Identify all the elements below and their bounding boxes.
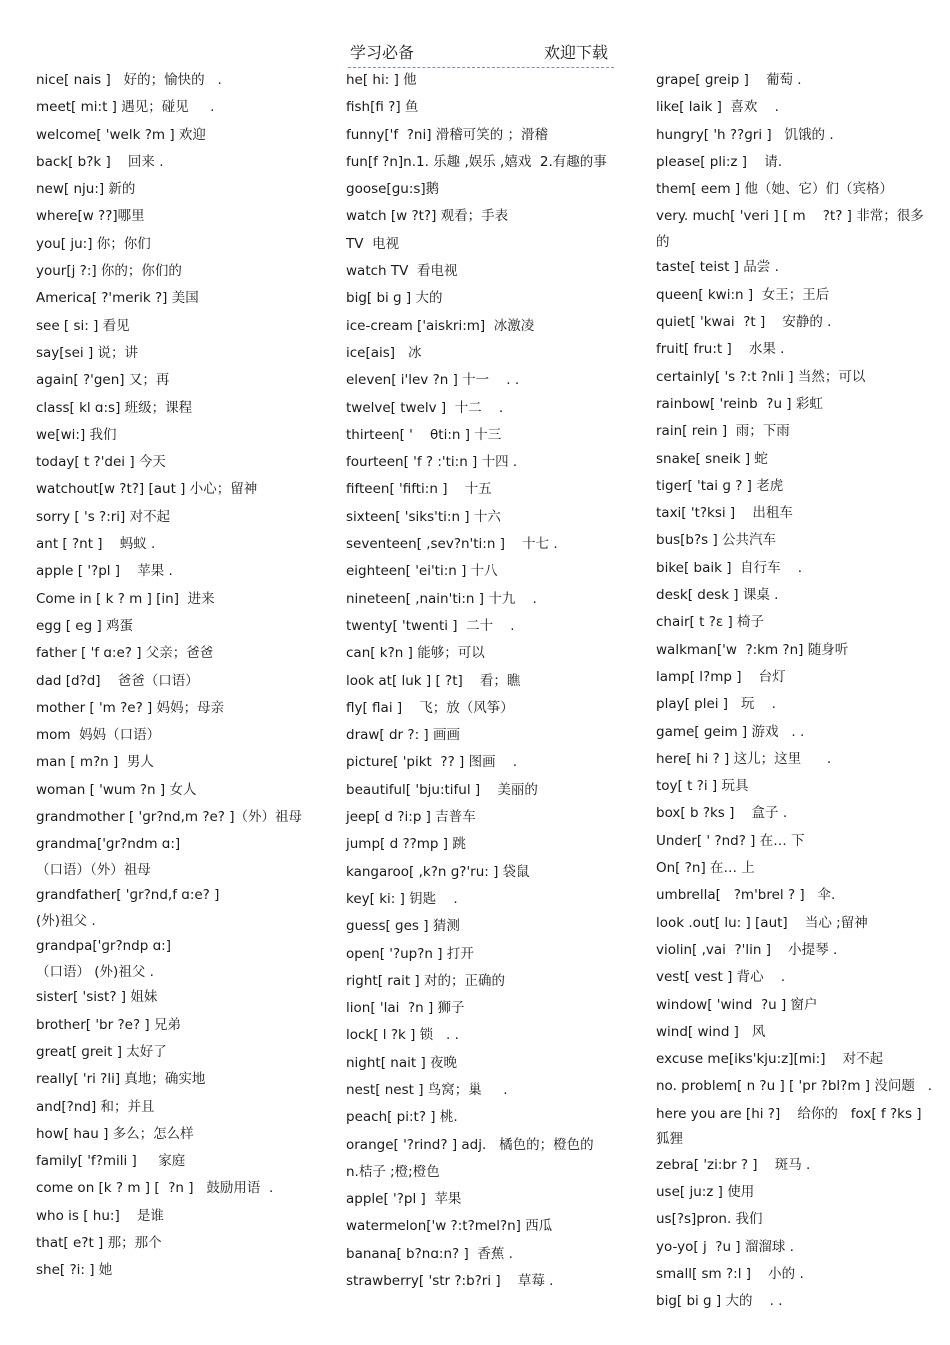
vocab-entry: fruit[ fru:t ] 水果 . [656, 341, 785, 358]
vocab-entry: nice[ nais ] 好的；愉快的 . [36, 72, 222, 88]
vocab-entry: rain[ rein ] 雨；下雨 [656, 423, 790, 440]
vocab-entry: grandma['ɡr?ndm ɑ:] （口语）（外）祖母 [36, 836, 181, 878]
vocab-entry: we[wi:] 我们 [36, 426, 117, 443]
vocab-entry: open[ '?up?n ] 打开 [346, 945, 474, 962]
vocab-entry: back[ b?k ] 回来 . [36, 153, 164, 170]
vocab-entry: certainly[ 's ?:t ?nli ] 当然；可以 [656, 368, 866, 385]
vocab-entry: fly[ flai ] 飞；放（风筝） [346, 699, 514, 716]
vocab-entry: them[ eem ] 他（她、它）们（宾格） [656, 181, 893, 198]
vocab-entry: snake[ sneik ] 蛇 [656, 450, 768, 467]
vocab-entry: who is [ hu:] 是谁 [36, 1207, 164, 1224]
vocab-entry: please[ pli:z ] 请. [656, 153, 783, 170]
vocab-entry: excuse me[iks'kju:z][mi:] 对不起 [656, 1051, 884, 1068]
vocab-entry: brother[ 'br ?e? ] 兄弟 [36, 1016, 181, 1033]
header-right-text: 欢迎下载 [543, 43, 608, 62]
vocab-entry: seventeen[ ,sev?n'ti:n ] 十七 . [346, 536, 558, 553]
vocab-entry: dad [d?d] 爸爸（口语） [36, 672, 199, 689]
vocab-entry: jump[ d ??mp ] 跳 [346, 836, 466, 853]
vocab-entry: picture[ 'pikt ?? ] 图画 . [346, 754, 518, 771]
vocab-entry: violin[ ,vai ?'lin ] 小提琴 . [656, 941, 838, 958]
vocab-entry: watchout[w ?t?] [aut ] 小心；留神 [36, 481, 258, 498]
vocab-entry: fifteen[ 'fifti:n ] 十五 [346, 481, 492, 498]
vocab-entry: lock[ l ?k ] 锁 . . [346, 1027, 459, 1044]
vocab-entry: n.桔子 ;橙;橙色 [346, 1163, 440, 1180]
vocab-entry: family[ 'f?mili ] 家庭 [36, 1153, 186, 1170]
vocab-entry: taste[ teist ] 品尝 . [656, 259, 779, 276]
vocab-entry: Under[ ' ?nd? ] 在… 下 [656, 832, 805, 849]
vocab-entry: yo-yo[ j ?u ] 溜溜球 . [656, 1238, 794, 1255]
vocab-entry: play[ plei ] 玩 . [656, 696, 776, 713]
vocab-entry: twenty[ 'twenti ] 二十 . [346, 617, 515, 634]
vocab-entry: banana[ b?nɑ:n? ] 香蕉 . [346, 1245, 513, 1262]
vocab-entry: you[ ju:] 你；你们 [36, 235, 151, 252]
vocab-entry: nest[ nest ] 鸟窝；巢 . [346, 1081, 508, 1098]
vocab-entry: like[ laik ] 喜欢 . [656, 99, 779, 116]
header-left-text: 学习必备 [350, 43, 415, 62]
vocab-entry: come on [k ? m ] [ ?n ] 鼓励用语 . [36, 1180, 274, 1197]
vocab-entry: watch [w ?t?] 观看；手表 [346, 208, 509, 225]
vocab-entry: guess[ ɡes ] 猜测 [346, 918, 460, 935]
vocab-entry: window[ 'wind ?u ] 窗户 [656, 996, 818, 1013]
vocab-entry: where[w ??]哪里 [36, 208, 145, 225]
vocab-entry: sister[ 'sist? ] 姐妹 [36, 989, 158, 1006]
page-header [348, 42, 614, 68]
vocab-entry: orange[ '?rind? ] adj. 橘色的；橙色的 [346, 1136, 594, 1153]
vocab-entry: Come in [ k ? m ] [in] 进来 [36, 590, 215, 607]
vocab-entry: look .out[ lu: ] [aut] 当心 ;留神 [656, 914, 868, 931]
vocab-entry: funny['f ?ni] 滑稽可笑的 ；滑稽 [346, 126, 549, 143]
vocab-entry: fun[f ?n]n.1. 乐趣 ,娱乐 ,嬉戏 2.有趣的事 [346, 153, 607, 170]
vocab-entry: right[ rait ] 对的；正确的 [346, 972, 505, 989]
vocab-entry: how[ hau ] 多么；怎么样 [36, 1125, 194, 1142]
vocab-entry: again[ ?'gen] 又；再 [36, 372, 170, 389]
vocab-entry: bus[b?s ] 公共汽车 [656, 532, 777, 549]
vocab-entry: umbrella[ ?m'brel ? ] 伞. [656, 887, 836, 904]
vocab-entry: class[ kl ɑ:s] 班级；课程 [36, 399, 193, 416]
vocab-entry: really[ 'ri ?li] 真地；确实地 [36, 1071, 206, 1088]
vocab-entry: welcome[ 'welk ?m ] 欢迎 [36, 126, 206, 143]
vocab-entry: watch TV 看电视 [346, 263, 458, 280]
vocab-entry: big[ bi ɡ ] 大的 . . [656, 1293, 783, 1310]
vocab-entry: here you are [hi ?] 给你的 fox[ f ?ks ] 狐狸 [656, 1105, 926, 1148]
vocab-entry: wind[ wind ] 风 [656, 1023, 766, 1040]
vocab-entry: big[ bi ɡ ] 大的 [346, 290, 443, 307]
vocab-entry: new[ nju:] 新的 [36, 181, 136, 198]
vocab-entry: strawberry[ 'str ?:b?ri ] 草莓 . [346, 1273, 554, 1290]
vocab-entry: can[ k?n ] 能够；可以 [346, 645, 485, 662]
vocab-entry: see [ si: ] 看见 [36, 317, 130, 334]
vocab-entry: ice-cream ['aiskri:m] 冰激凌 [346, 317, 535, 334]
vocab-entry: sorry [ 's ?:ri] 对不起 [36, 508, 171, 525]
vocab-entry: walkman['w ?:km ?n] 随身听 [656, 641, 849, 658]
vocab-entry: today[ t ?'dei ] 今天 [36, 454, 166, 471]
vocab-entry: draw[ dr ?: ] 画画 [346, 727, 460, 744]
vocab-entry: night[ nait ] 夜晚 [346, 1054, 458, 1071]
vocab-entry: grandmother [ 'ɡr?nd,m ?e? ]（外）祖母 [36, 809, 303, 826]
vocab-column-2 [346, 68, 621, 1296]
vocab-entry: eleven[ i'lev ?n ] 十一 . . [346, 372, 520, 389]
vocab-entry: bike[ baik ] 自行车 . [656, 559, 803, 576]
vocab-entry: TV 电视 [346, 235, 400, 252]
vocab-entry: that[ e?t ] 那；那个 [36, 1234, 162, 1251]
vocab-entry: lamp[ l?mp ] 台灯 [656, 668, 786, 685]
vocab-entry: beautiful[ 'bju:tiful ] 美丽的 [346, 781, 538, 798]
vocab-entry: egg [ eg ] 鸡蛋 [36, 617, 134, 634]
vocab-entry: chair[ t ?ɛ ] 椅子 [656, 614, 765, 631]
vocab-entry: man [ m?n ] 男人 [36, 754, 154, 771]
vocab-entry: jeep[ d ?i:p ] 吉普车 [346, 809, 476, 826]
vocab-entry: she[ ?i: ] 她 [36, 1262, 113, 1279]
vocab-entry: woman [ 'wum ?n ] 女人 [36, 781, 197, 798]
vocab-entry: eighteen[ 'ei'ti:n ] 十八 [346, 563, 498, 580]
vocab-entry: ant [ ?nt ] 蚂蚁 . [36, 536, 156, 553]
vocab-entry: ice[ais] 冰 [346, 344, 422, 361]
vocab-entry: very. much[ 'veri ] [ m ?t? ] 非常；很多的 [656, 208, 924, 250]
vocab-entry: key[ ki: ] 钥匙 . [346, 890, 458, 907]
vocab-entry: desk[ desk ] 课桌 . [656, 587, 779, 604]
vocab-entry: mom 妈妈（口语） [36, 727, 161, 744]
vocab-entry: game[ ɡeim ] 游戏 . . [656, 723, 805, 740]
vocab-entry: say[sei ] 说；讲 [36, 344, 139, 361]
vocab-entry: he[ hi: ] 他 [346, 72, 417, 88]
vocab-entry: zebra[ 'zi:br ? ] 斑马 . [656, 1156, 811, 1173]
vocab-entry: grandfather[ 'ɡr?nd,f ɑ:e? ] (外)祖父 . [36, 887, 220, 929]
vocab-entry: taxi[ 't?ksi ] 出租车 [656, 505, 793, 522]
vocab-entry: apple [ '?pl ] 苹果 . [36, 563, 173, 580]
vocab-column-3 [656, 68, 934, 1316]
vocab-column-1 [36, 68, 311, 1286]
vocab-entry: hungry[ 'h ??ɡri ] 饥饿的 . [656, 126, 834, 143]
vocab-entry: no. problem[ n ?u ] [ 'pr ?bl?m ] 没问题 . [656, 1078, 932, 1095]
vocab-entry: father [ 'f ɑ:e? ] 父亲；爸爸 [36, 645, 214, 662]
vocab-entry: great[ ɡreit ] 太好了 [36, 1043, 167, 1060]
vocab-entry: America[ ?'merik ?] 美国 [36, 290, 199, 307]
vocab-entry: look at[ luk ] [ ?t] 看；瞧 [346, 672, 521, 689]
vocab-entry: rainbow[ 'reinb ?u ] 彩虹 [656, 395, 823, 412]
vocab-entry: apple[ '?pl ] 苹果 [346, 1191, 462, 1208]
vocab-entry: and[?nd] 和；并且 [36, 1098, 155, 1115]
vocab-entry: mother [ 'm ?e? ] 妈妈；母亲 [36, 699, 225, 716]
vocab-entry: queen[ kwi:n ] 女王；王后 [656, 286, 830, 303]
vocab-entry: nineteen[ ,nain'ti:n ] 十九 . [346, 590, 537, 607]
vocab-entry: here[ hi ? ] 这儿；这里 . [656, 750, 832, 767]
vocab-entry: sixteen[ 'siks'ti:n ] 十六 [346, 508, 501, 525]
vocab-entry: grandpa['ɡr?ndp ɑ:] （口语） (外)祖父 . [36, 938, 171, 980]
vocab-entry: On[ ?n] 在… 上 [656, 860, 755, 877]
vocab-entry: quiet[ 'kwai ?t ] 安静的 . [656, 314, 832, 331]
vocab-entry: vest[ vest ] 背心 . [656, 969, 786, 986]
vocab-entry: small[ sm ?:l ] 小的 . [656, 1265, 804, 1282]
vocab-entry: toy[ t ?i ] 玩具 [656, 778, 749, 795]
vocab-entry: watermelon['w ?:t?mel?n] 西瓜 [346, 1218, 553, 1235]
vocab-entry: fish[fi ?] 鱼 [346, 99, 419, 116]
vocab-entry: tiger[ 'tai ɡ ? ] 老虎 [656, 477, 784, 494]
vocab-entry: use[ ju:z ] 使用 [656, 1183, 755, 1200]
vocab-entry: lion[ 'lai ?n ] 狮子 [346, 1000, 465, 1017]
vocab-entry: your[j ?:] 你的；你们的 [36, 263, 182, 280]
vocab-entry: meet[ mi:t ] 遇见；碰见 . [36, 99, 215, 116]
vocab-entry: fourteen[ 'f ? :'ti:n ] 十四 . [346, 454, 518, 471]
vocab-entry: peach[ pi:t? ] 桃. [346, 1109, 458, 1126]
vocab-entry: grape[ ɡreip ] 葡萄 . [656, 72, 802, 88]
vocab-entry: us[?s]pron. 我们 [656, 1211, 763, 1228]
vocab-entry: kangaroo[ ,k?n ɡ?'ru: ] 袋鼠 [346, 863, 530, 880]
vocab-entry: box[ b ?ks ] 盒子 . [656, 805, 788, 822]
vocab-entry: goose[ɡu:s]鹅 [346, 181, 440, 198]
vocab-entry: thirteen[ ' θti:n ] 十三 [346, 426, 502, 443]
vocab-entry: twelve[ twelv ] 十二 . [346, 399, 504, 416]
